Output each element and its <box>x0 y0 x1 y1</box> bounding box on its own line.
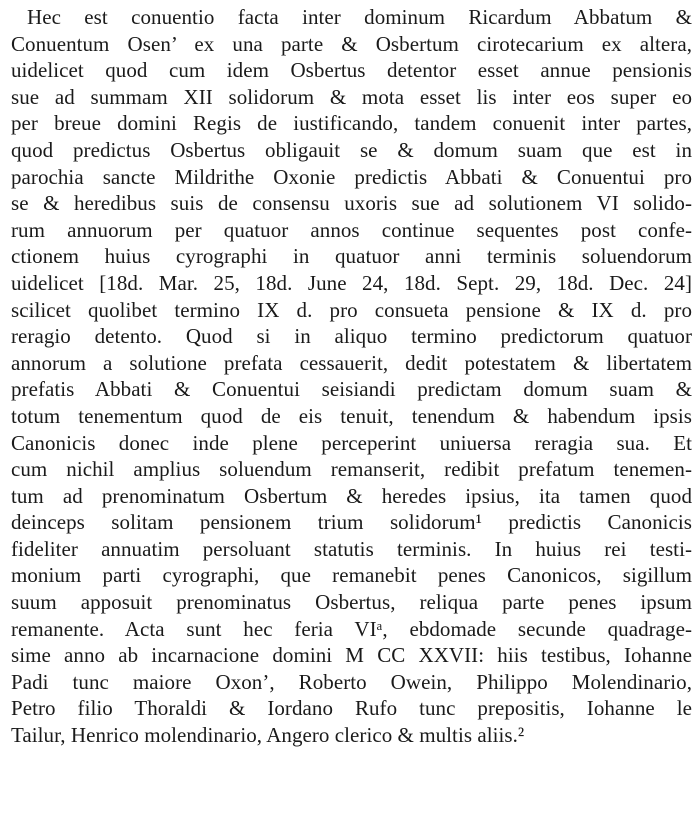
text-line: deinceps solitam pensionem trium solidorum¹ predictis Canonicis <box>11 510 692 535</box>
text-line: Padi tunc maiore Oxon’, Roberto Owein, Philippo Molendinario, <box>11 669 692 694</box>
text-line: se & heredibus suis de consensu uxoris sue ad solutionem VI solido- <box>11 191 692 216</box>
text-line: uidelicet [18d. Mar. 25, 18d. June 24, 18d. Sept. 29, 18d. Dec. 24] <box>11 270 692 295</box>
text-line: Conuentum Osen’ ex una parte & Osbertum cirotecarium ex altera, <box>11 31 692 56</box>
text-line: annorum a solutione prefata cessauerit, dedit potestatem & libertatem <box>11 350 692 375</box>
text-line: sue ad summam XII solidorum & mota esset lis inter eos super eo <box>11 84 692 109</box>
text-line: Canonicis donec inde plene perceperint uniuersa reragia sua. Et <box>11 430 692 455</box>
text-line: Tailur, Henrico molendinario, Angero clerico & multis aliis.² <box>11 723 525 748</box>
text-line: suum apposuit prenominatus Osbertus, reliqua parte penes ipsum <box>11 590 692 615</box>
text-line: uidelicet quod cum idem Osbertus detentor esset annue pensionis <box>11 58 692 83</box>
text-line: per breue domini Regis de iustificando, tandem conuenit inter partes, <box>11 111 692 136</box>
text-line: ctionem huius cyrographi in quatuor anni terminis soluendorum <box>11 244 692 269</box>
charter-paragraph <box>11 4 692 749</box>
text-line: monium parti cyrographi, que remanebit penes Canonicos, sigillum <box>11 563 692 588</box>
text-line: tum ad prenominatum Osbertum & heredes ipsius, ita tamen quod <box>11 483 692 508</box>
text-line: remanente. Acta sunt hec feria VIᵃ, ebdomade secunde quadrage- <box>11 616 692 641</box>
text-line: totum tenementum quod de eis tenuit, tenendum & habendum ipsis <box>11 403 692 428</box>
text-line: reragio detento. Quod si in aliquo termino predictorum quatuor <box>11 324 692 349</box>
text-line: cum nichil amplius soluendum remanserit, redibit prefatum tenemen- <box>11 457 692 482</box>
text-line: fideliter annuatim persoluant statutis terminis. In huius rei testi- <box>11 536 692 561</box>
text-line: prefatis Abbati & Conuentui seisiandi predictam domum suam & <box>11 377 692 402</box>
text-line: Hec est conuentio facta inter dominum Ricardum Abbatum & <box>27 5 692 29</box>
text-line: rum annuorum per quatuor annos continue sequentes post confe- <box>11 217 692 242</box>
text-line: quod predictus Osbertus obligauit se & domum suam que est in <box>11 137 692 162</box>
text-line: Petro filio Thoraldi & Iordano Rufo tunc prepositis, Iohanne le <box>11 696 692 721</box>
text-line: sime anno ab incarnacione domini M CC XXVII: hiis testibus, Iohanne <box>11 643 692 668</box>
text-line: scilicet quolibet termino IX d. pro consueta pensione & IX d. pro <box>11 297 692 322</box>
text-line: parochia sancte Mildrithe Oxonie predictis Abbati & Conuentui pro <box>11 164 692 189</box>
